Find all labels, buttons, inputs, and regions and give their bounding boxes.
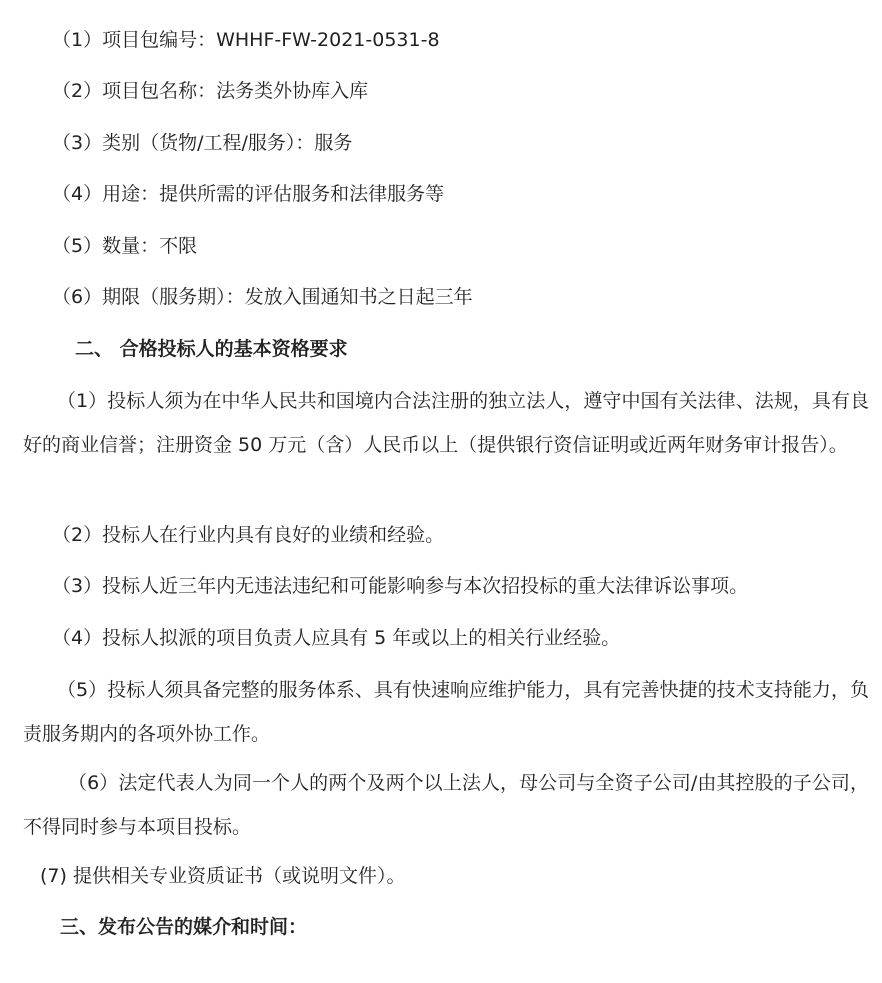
item-category: （3）类别（货物/工程/服务）：服务 (52, 132, 353, 154)
item-period: （6）期限（服务期）：发放入围通知书之日起三年 (52, 286, 473, 308)
section-3-heading: 三、发布公告的媒介和时间： (60, 916, 308, 938)
requirement-3: （3）投标人近三年内无违法违纪和可能影响参与本次招投标的重大法律诉讼事项。 (52, 575, 749, 597)
item-package-name: （2）项目包名称：法务类外协库入库 (52, 80, 369, 102)
requirement-5: （5）投标人须具备完整的服务体系、具有快速响应维护能力，具有完善快捷的技术支持能力，负责服务期内的各项外协工作。 (23, 679, 869, 745)
requirement-2: （2）投标人在行业内具有良好的业绩和经验。 (52, 524, 445, 546)
requirement-1: （1）投标人须为在中华人民共和国境内合法注册的独立法人，遵守中国有关法律、法规，具有良好的商业信誉；注册资金 50 万元（含）人民币以上（提供银行资信证明或近两年财务审计报告）。 (23, 390, 869, 456)
section-2-heading: 二、 合格投标人的基本资格要求 (75, 338, 348, 360)
item-package-number: （1）项目包编号：WHHF-FW-2021-0531-8 (52, 29, 440, 51)
requirement-4: （4）投标人拟派的项目负责人应具有 5 年或以上的相关行业经验。 (52, 627, 621, 649)
requirement-6: （6）法定代表人为同一个人的两个及两个以上法人，母公司与全资子公司/由其控股的子公司，不得同时参与本项目投标。 (23, 772, 869, 838)
item-usage: （4）用途：提供所需的评估服务和法律服务等 (52, 183, 445, 205)
item-quantity: （5）数量：不限 (52, 235, 198, 257)
requirement-7: (7) 提供相关专业资质证书（或说明文件）。 (40, 865, 406, 887)
